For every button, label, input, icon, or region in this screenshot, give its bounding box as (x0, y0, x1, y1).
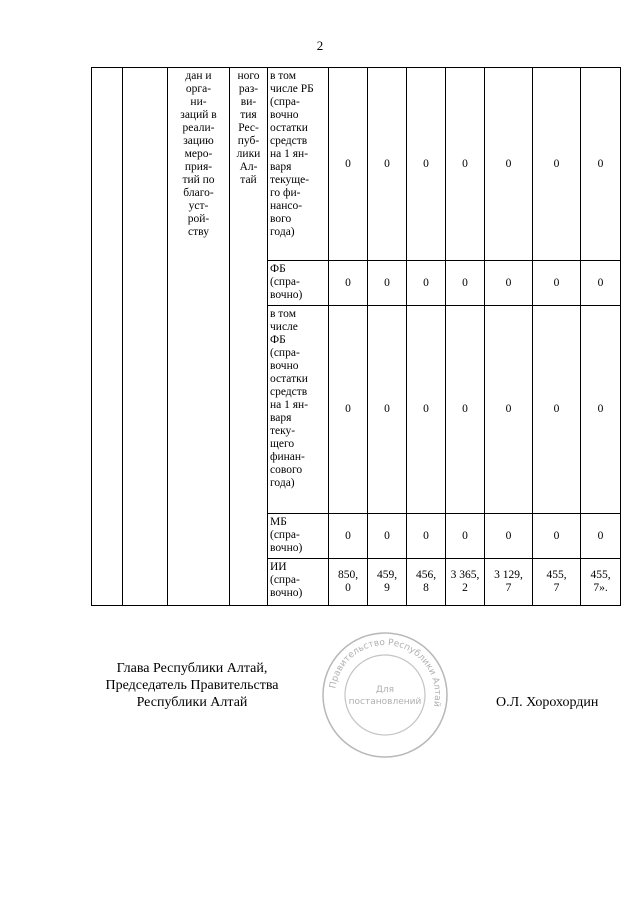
value-cell (407, 559, 446, 606)
value-cell (485, 514, 533, 559)
funding-source-label (268, 261, 329, 306)
empty-cell-1 (92, 68, 123, 606)
funding-source-text: ИИ (спра- вочно) (270, 561, 303, 599)
value-cell (533, 514, 581, 559)
value-text: 455, 7 (546, 569, 567, 594)
value-text: 0 (505, 529, 512, 542)
value-cell (368, 68, 407, 261)
funding-source-text: МБ (спра- вочно) (270, 516, 303, 554)
value-cell (581, 559, 621, 606)
value-text: 0 (553, 157, 560, 170)
funding-source-text: в том числе ФБ (спра- вочно остатки средств на 1 ян- варя теку- щего финан- сового года) (270, 308, 309, 489)
responsible-cell (168, 68, 230, 606)
funding-source-label (268, 559, 329, 606)
value-cell (368, 514, 407, 559)
value-text: 0 (597, 403, 604, 415)
value-text: 0 (553, 276, 560, 289)
value-cell (581, 306, 621, 514)
budget-table (91, 67, 621, 606)
value-text: 0 (423, 529, 429, 542)
funding-source-text: ФБ (спра- вочно) (270, 263, 303, 301)
value-cell (446, 68, 485, 261)
svg-text:Для: Для (375, 685, 395, 695)
value-text: 0 (384, 276, 390, 289)
value-cell (485, 68, 533, 261)
value-text: 0 (423, 157, 429, 170)
svg-text:постановлений: постановлений (348, 697, 422, 707)
value-cell (368, 261, 407, 306)
funding-source-label (268, 514, 329, 559)
value-text: 0 (597, 529, 604, 542)
value-cell (329, 559, 368, 606)
value-text: 0 (597, 276, 604, 289)
value-cell (329, 306, 368, 514)
value-text: 0 (345, 157, 351, 170)
empty-cell-2 (123, 68, 168, 606)
signatory-position (92, 660, 292, 711)
value-text: 0 (384, 529, 390, 542)
value-text: 0 (553, 529, 560, 542)
value-text: 0 (505, 157, 512, 170)
page-number: 2 (316, 38, 324, 53)
value-cell (368, 559, 407, 606)
value-text: 0 (505, 276, 512, 289)
value-text: 0 (597, 157, 604, 170)
value-text: 0 (462, 403, 468, 415)
value-text: 0 (462, 276, 468, 289)
value-cell (533, 306, 581, 514)
responsible-cell-text: дан и орга- ни- заций в реали- зацию меро- прия- тий по благо- уст- рой- ству (180, 70, 217, 238)
value-cell (407, 68, 446, 261)
value-text: 459, 9 (376, 569, 398, 594)
value-text: 0 (345, 403, 351, 415)
value-text: 0 (345, 529, 351, 542)
value-text: 0 (505, 403, 512, 415)
value-text: 0 (553, 403, 560, 415)
official-seal (320, 630, 450, 760)
value-cell (407, 306, 446, 514)
value-text: 3 129, 7 (494, 569, 523, 594)
svg-text:Правительство Республики Алтай: Правительство Республики Алтай (328, 637, 443, 708)
value-cell (407, 514, 446, 559)
value-text: 0 (345, 276, 351, 289)
funding-source-label (268, 306, 329, 514)
value-text: 0 (384, 403, 390, 415)
value-cell (581, 68, 621, 261)
program-cell (230, 68, 268, 606)
signatory-name: О.Л. Хорохордин (496, 695, 599, 710)
value-cell (329, 261, 368, 306)
value-text: 0 (384, 157, 390, 170)
value-cell (485, 559, 533, 606)
table-row (92, 68, 621, 261)
funding-source-label (268, 68, 329, 261)
signatory-position-text: Глава Республики Алтай, Председатель Правительства Республики Алтай (105, 661, 279, 710)
value-text: 0 (462, 157, 468, 170)
value-text: 0 (423, 276, 429, 289)
value-cell (485, 261, 533, 306)
value-cell (485, 306, 533, 514)
value-cell (329, 68, 368, 261)
value-cell (329, 514, 368, 559)
program-cell-text: ного раз- ви- тия Рес- пуб- лики Ал- тай (236, 70, 261, 186)
value-text: 456, 8 (415, 569, 437, 594)
value-cell (581, 261, 621, 306)
value-cell (407, 261, 446, 306)
value-text: 3 365, 2 (450, 569, 480, 594)
value-cell (446, 559, 485, 606)
value-text: 850, 0 (337, 569, 359, 594)
value-cell (533, 559, 581, 606)
value-text: 0 (462, 529, 468, 542)
value-cell (446, 514, 485, 559)
value-cell (533, 68, 581, 261)
value-cell (581, 514, 621, 559)
value-cell (533, 261, 581, 306)
value-cell (368, 306, 407, 514)
value-text: 455, 7». (590, 569, 611, 594)
value-cell (446, 306, 485, 514)
value-cell (446, 261, 485, 306)
value-text: 0 (423, 403, 429, 415)
funding-source-text: в том числе РБ (спра- вочно остатки средств на 1 ян- варя текуще- го фи- нансо- вого года) (270, 70, 314, 238)
